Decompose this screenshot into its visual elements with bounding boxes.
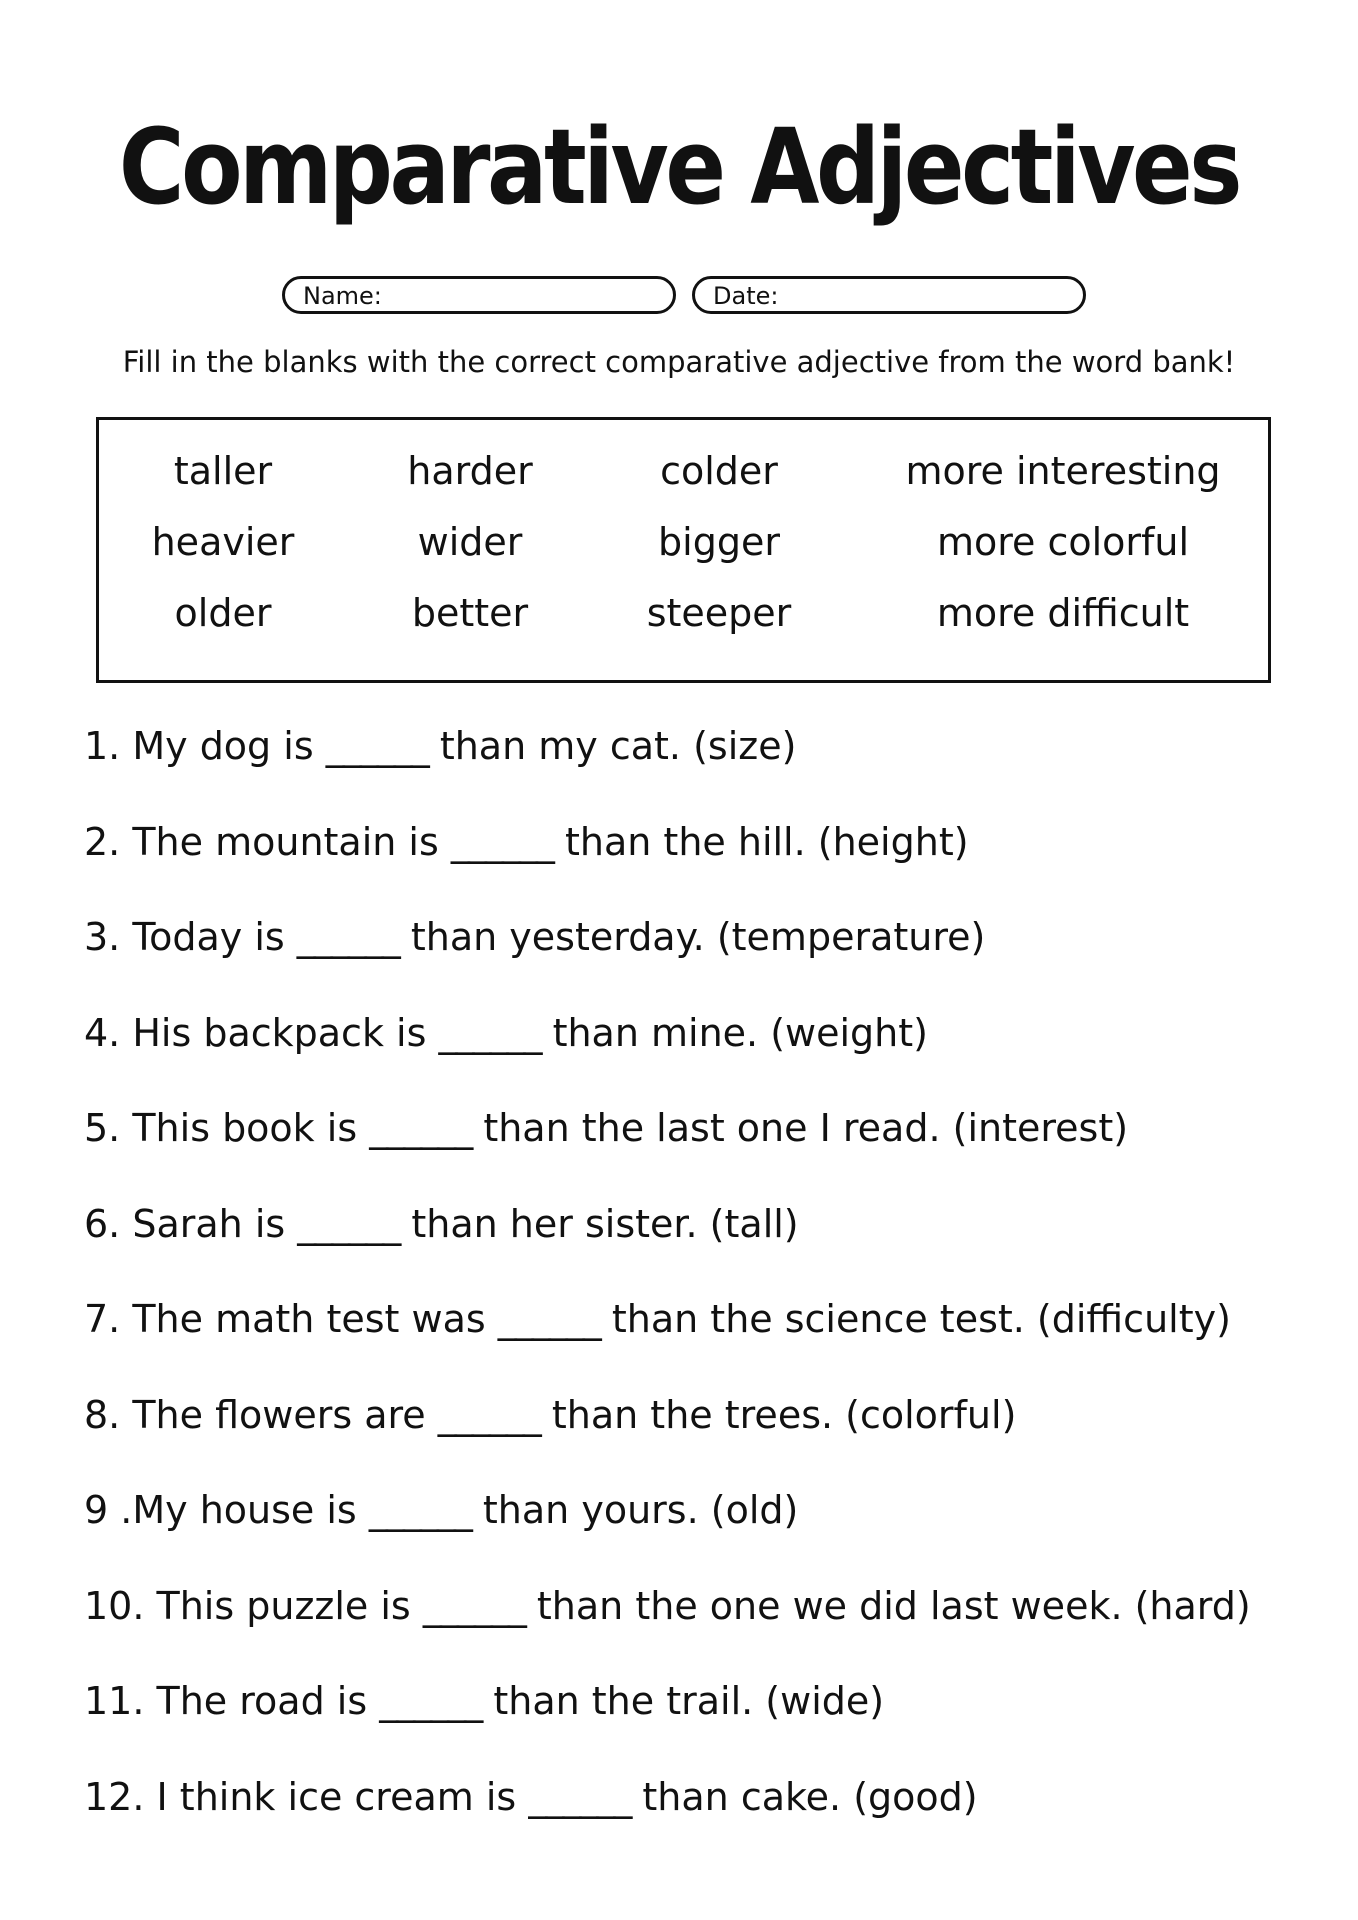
question-hint: than yours. (old) bbox=[482, 1488, 799, 1532]
date-field[interactable] bbox=[692, 276, 1086, 314]
word-bank-item: bigger bbox=[658, 520, 780, 564]
question-prompt: 1. My dog is bbox=[84, 724, 314, 768]
question-item bbox=[84, 909, 1344, 1005]
question-prompt: 2. The mountain is bbox=[84, 819, 439, 864]
question-prompt: 10. This puzzle is bbox=[84, 1583, 411, 1628]
worksheet-title: Comparative Adjectives bbox=[118, 106, 1240, 228]
question-item bbox=[84, 1005, 1344, 1101]
answer-blank[interactable]: ______ bbox=[450, 819, 553, 864]
answer-blank[interactable]: ______ bbox=[368, 1488, 471, 1532]
answer-blank[interactable]: ______ bbox=[497, 1297, 600, 1341]
question-item bbox=[84, 1578, 1344, 1674]
word-bank-item: wider bbox=[417, 520, 523, 564]
question-item bbox=[84, 1387, 1344, 1483]
question-item bbox=[84, 1196, 1344, 1292]
name-label: Name: bbox=[303, 282, 382, 310]
answer-blank[interactable]: ______ bbox=[438, 1010, 541, 1055]
question-item bbox=[84, 1100, 1344, 1196]
question-item bbox=[84, 1482, 1344, 1578]
instructions: Fill in the blanks with the correct comparative adjective from the word bank! bbox=[122, 345, 1236, 379]
question-hint: than mine. (weight) bbox=[552, 1010, 928, 1055]
date-label: Date: bbox=[713, 282, 779, 310]
word-bank-item: taller bbox=[173, 449, 273, 493]
answer-blank[interactable]: ______ bbox=[297, 1201, 400, 1246]
question-hint: than the one we did last week. (hard) bbox=[536, 1583, 1251, 1628]
question-hint: than cake. (good) bbox=[642, 1774, 978, 1819]
question-hint: than the trees. (colorful) bbox=[551, 1392, 1017, 1437]
word-bank bbox=[96, 417, 1271, 683]
answer-blank[interactable]: ______ bbox=[528, 1774, 631, 1819]
question-item bbox=[84, 1673, 1344, 1769]
word-bank-item: heavier bbox=[151, 520, 295, 564]
question-prompt: 4. His backpack is bbox=[84, 1010, 427, 1055]
question-hint: than my cat. (size) bbox=[439, 724, 797, 768]
question-item bbox=[84, 1291, 1344, 1387]
answer-blank[interactable]: ______ bbox=[296, 915, 399, 959]
answer-blank[interactable]: ______ bbox=[325, 724, 428, 768]
question-prompt: 7. The math test was bbox=[84, 1297, 486, 1341]
word-bank-item: colder bbox=[660, 449, 778, 493]
word-bank-item: more colorful bbox=[936, 520, 1190, 564]
question-list bbox=[84, 718, 1344, 1864]
name-field[interactable] bbox=[282, 276, 676, 314]
question-hint: than the science test. (difficulty) bbox=[611, 1297, 1231, 1341]
question-hint: than yesterday. (temperature) bbox=[410, 915, 986, 959]
question-item bbox=[84, 1769, 1344, 1865]
question-prompt: 12. I think ice cream is bbox=[84, 1774, 517, 1819]
question-hint: than the last one I read. (interest) bbox=[483, 1106, 1129, 1150]
question-item bbox=[84, 814, 1344, 910]
question-item bbox=[84, 718, 1344, 814]
word-bank-item: more interesting bbox=[905, 449, 1221, 493]
answer-blank[interactable]: ______ bbox=[369, 1106, 472, 1150]
answer-blank[interactable]: ______ bbox=[422, 1583, 525, 1628]
answer-blank[interactable]: ______ bbox=[437, 1392, 540, 1437]
question-hint: than the hill. (height) bbox=[564, 819, 969, 864]
word-bank-item: steeper bbox=[646, 591, 792, 635]
answer-blank[interactable]: ______ bbox=[379, 1679, 482, 1723]
question-prompt: 6. Sarah is bbox=[84, 1201, 286, 1246]
word-bank-item: older bbox=[174, 591, 272, 635]
word-bank-item: better bbox=[411, 591, 529, 635]
word-bank-item: more difficult bbox=[936, 591, 1190, 635]
question-hint: than her sister. (tall) bbox=[411, 1201, 799, 1246]
question-prompt: 5. This book is bbox=[84, 1106, 358, 1150]
question-prompt: 11. The road is bbox=[84, 1679, 368, 1723]
question-prompt: 3. Today is bbox=[84, 915, 285, 959]
word-bank-item: harder bbox=[407, 449, 533, 493]
question-prompt: 8. The flowers are bbox=[84, 1392, 426, 1437]
question-prompt: 9 .My house is bbox=[84, 1488, 357, 1532]
question-hint: than the trail. (wide) bbox=[493, 1679, 885, 1723]
